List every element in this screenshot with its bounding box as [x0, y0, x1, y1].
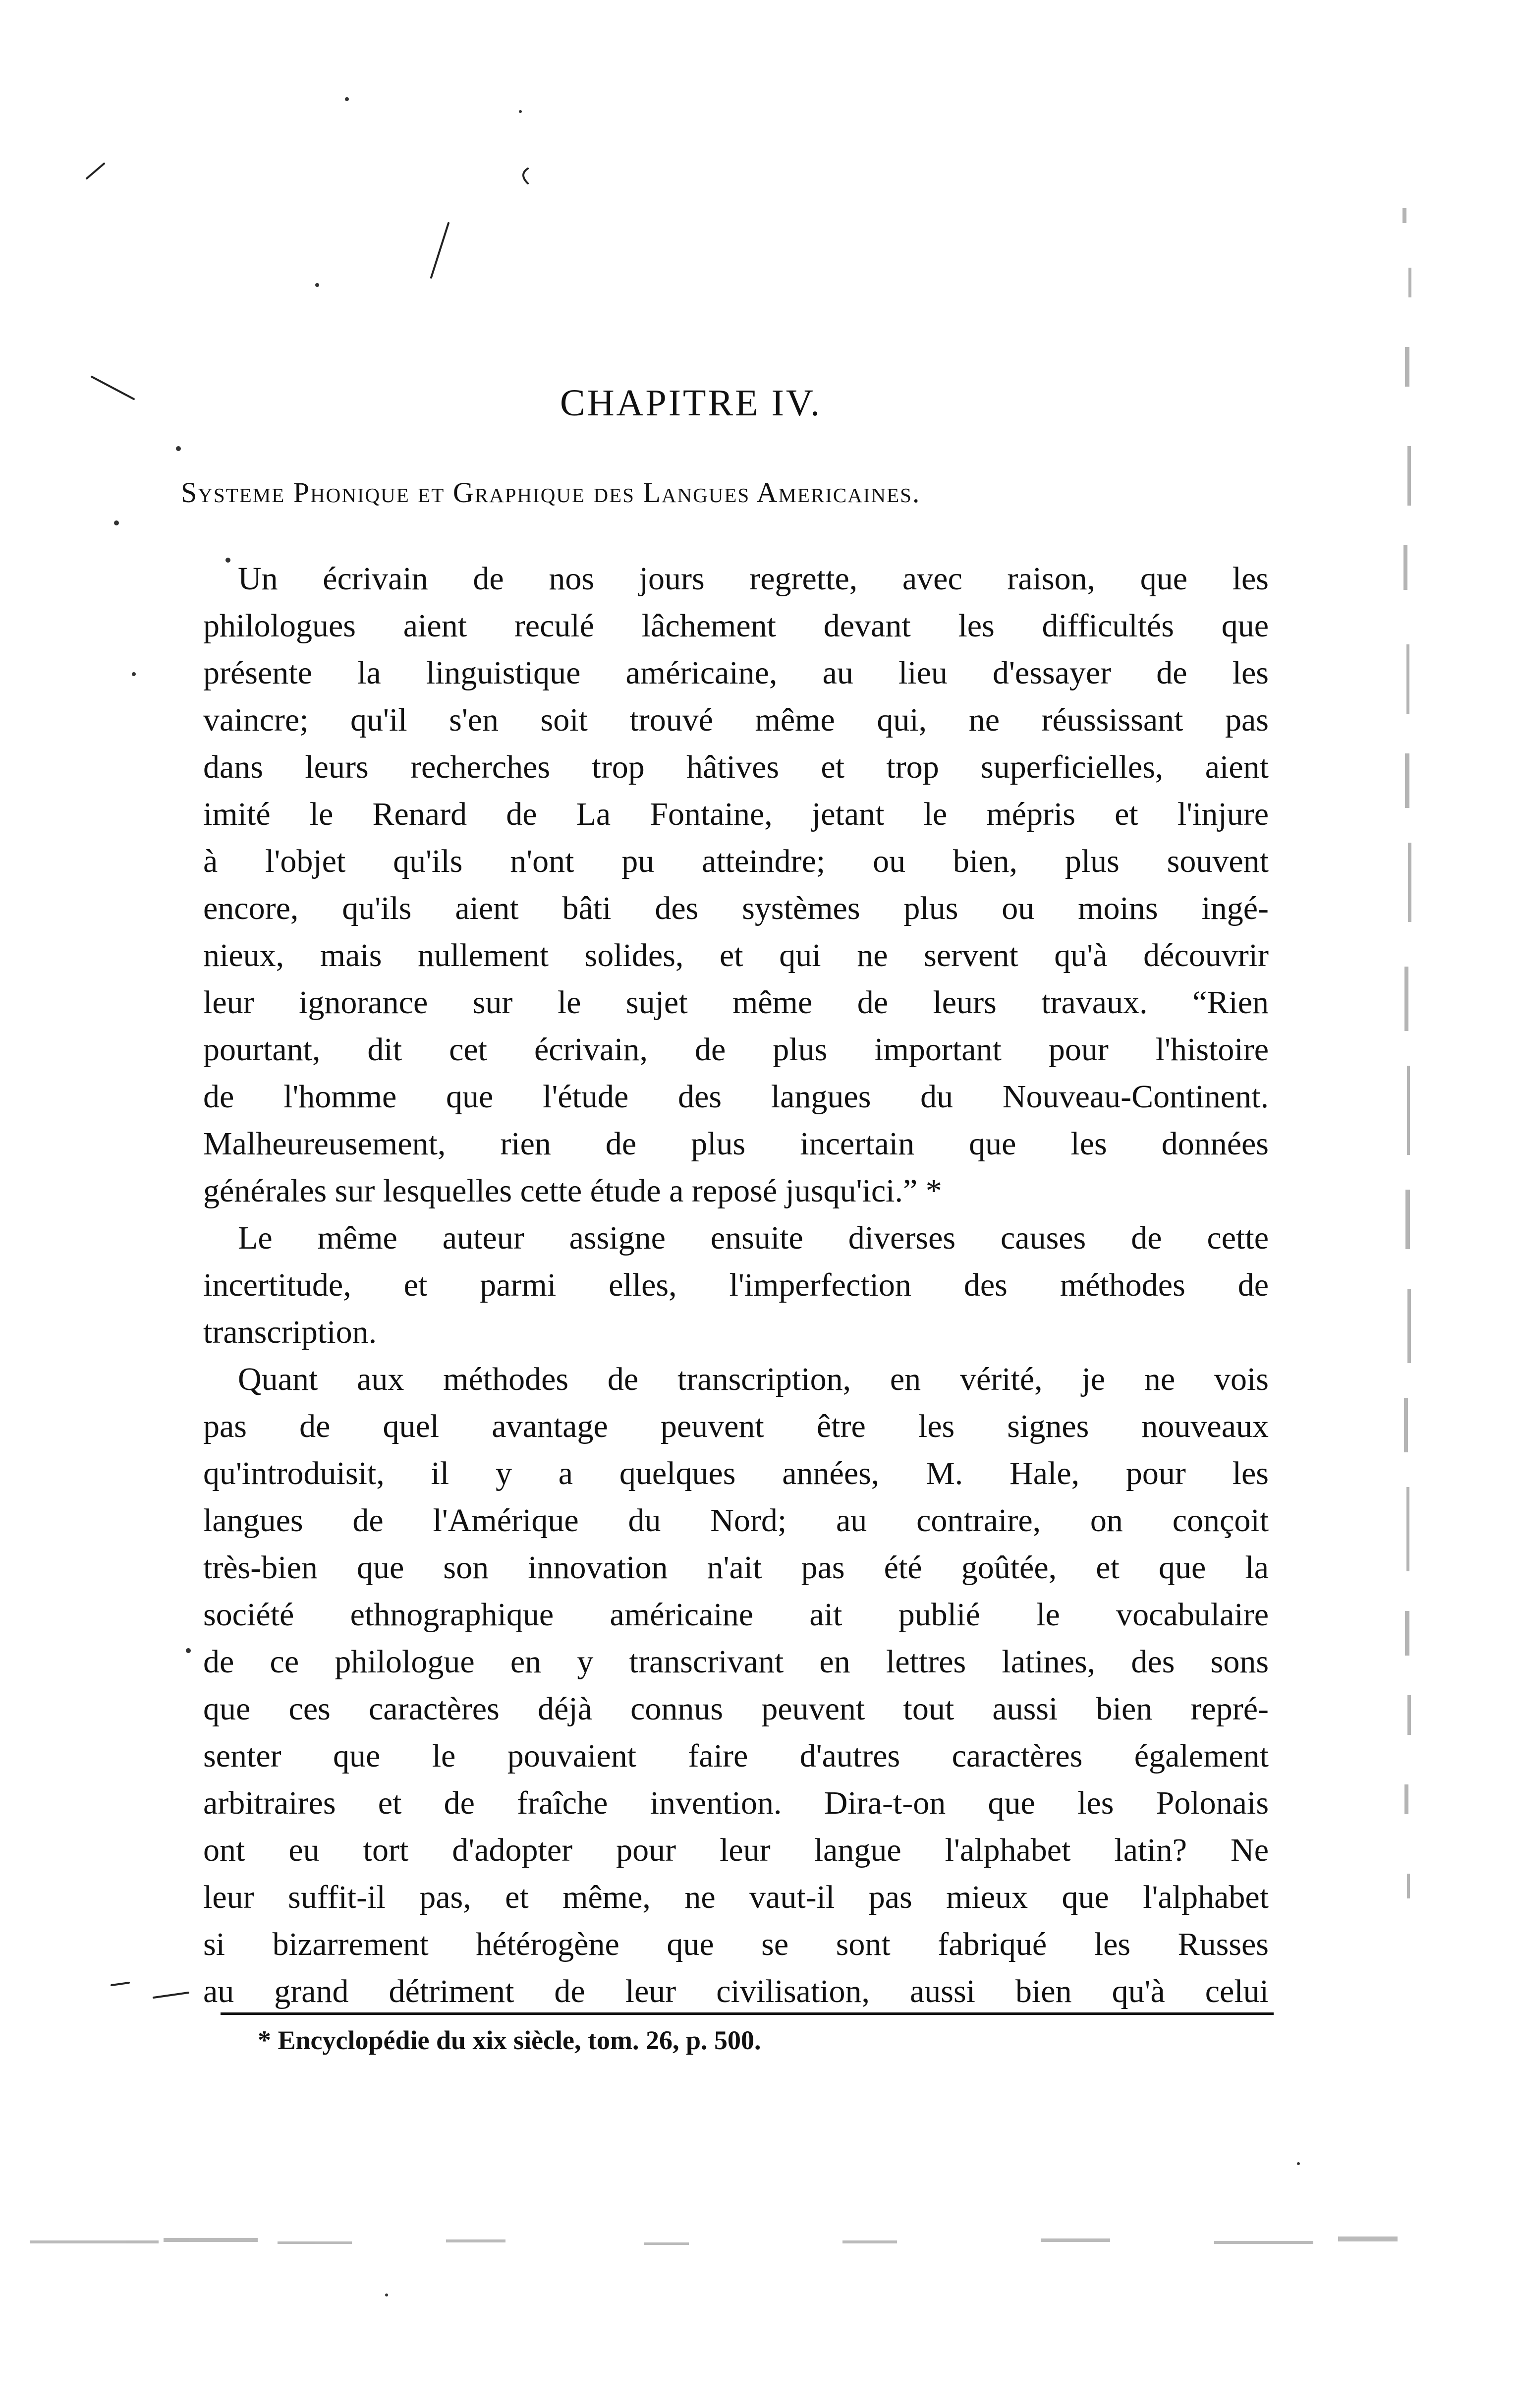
text-line: encore, qu'ils aient bâti des systèmes plus ou moins ingé- [203, 890, 1269, 926]
text-line: vaincre; qu'il s'en soit trouvé même qui, ne réussissant pas [203, 702, 1269, 738]
text-line: société ethnographique américaine ait publié le vocabulaire [203, 1597, 1269, 1633]
section-heading: Systeme Phonique et Graphique des Langues Americaines. [181, 476, 921, 509]
text-line: très-bien que son innovation n'ait pas été goûtée, et que la [203, 1549, 1269, 1586]
text-line: que ces caractères déjà connus peuvent tout aussi bien repré- [203, 1691, 1269, 1727]
chapter-heading: CHAPITRE IV. [560, 382, 822, 424]
text-line: au grand détriment de leur civilisation, aussi bien qu'à celui [203, 1973, 1269, 2009]
body-text [203, 555, 1269, 2015]
text-line: qu'introduisit, il y a quelques années, M. Hale, pour les [203, 1455, 1269, 1491]
text-line: générales sur lesquelles cette étude a reposé jusqu'ici.” * [203, 1173, 942, 1209]
text-line: Malheureusement, rien de plus incertain que les données [203, 1126, 1269, 1162]
text-line: leur suffit-il pas, et même, ne vaut-il pas mieux que l'alphabet [203, 1879, 1269, 1915]
text-line: de ce philologue en y transcrivant en lettres latines, des sons [203, 1644, 1269, 1680]
text-line: à l'objet qu'ils n'ont pu atteindre; ou bien, plus souvent [203, 843, 1269, 879]
text-line: Quant aux méthodes de transcription, en vérité, je ne vois [238, 1361, 1269, 1397]
text-line: langues de l'Amérique du Nord; au contraire, on conçoit [203, 1502, 1269, 1539]
text-line: dans leurs recherches trop hâtives et trop superficielles, aient [203, 749, 1269, 785]
text-line: philologues aient reculé lâchement devant les difficultés que [203, 608, 1269, 644]
footnote: * Encyclopédie du xix siècle, tom. 26, p. 500. [258, 2025, 761, 2055]
text-line: pas de quel avantage peuvent être les signes nouveaux [203, 1408, 1269, 1444]
text-line: Un écrivain de nos jours regrette, avec raison, que les [238, 561, 1269, 597]
text-line: imité le Renard de La Fontaine, jetant le mépris et l'injure [203, 796, 1269, 832]
text-line: leur ignorance sur le sujet même de leurs travaux. “Rien [203, 984, 1269, 1021]
text-line: nieux, mais nullement solides, et qui ne servent qu'à découvrir [203, 937, 1269, 974]
text-line: de l'homme que l'étude des langues du Nouveau-Continent. [203, 1079, 1269, 1115]
text-line: pourtant, dit cet écrivain, de plus important pour l'histoire [203, 1032, 1269, 1068]
text-line: incertitude, et parmi elles, l'imperfection des méthodes de [203, 1267, 1269, 1303]
text-line: senter que le pouvaient faire d'autres caractères également [203, 1738, 1269, 1774]
footnote-divider [221, 2012, 1274, 2015]
text-line: présente la linguistique américaine, au lieu d'essayer de les [203, 655, 1269, 691]
text-line: arbitraires et de fraîche invention. Dira-t-on que les Polonais [203, 1785, 1269, 1821]
text-line: ont eu tort d'adopter pour leur langue l'alphabet latin? Ne [203, 1832, 1269, 1868]
text-line: Le même auteur assigne ensuite diverses causes de cette [238, 1220, 1269, 1256]
text-line: transcription. [203, 1314, 377, 1350]
text-line: si bizarrement hétérogène que se sont fabriqué les Russes [203, 1926, 1269, 1962]
